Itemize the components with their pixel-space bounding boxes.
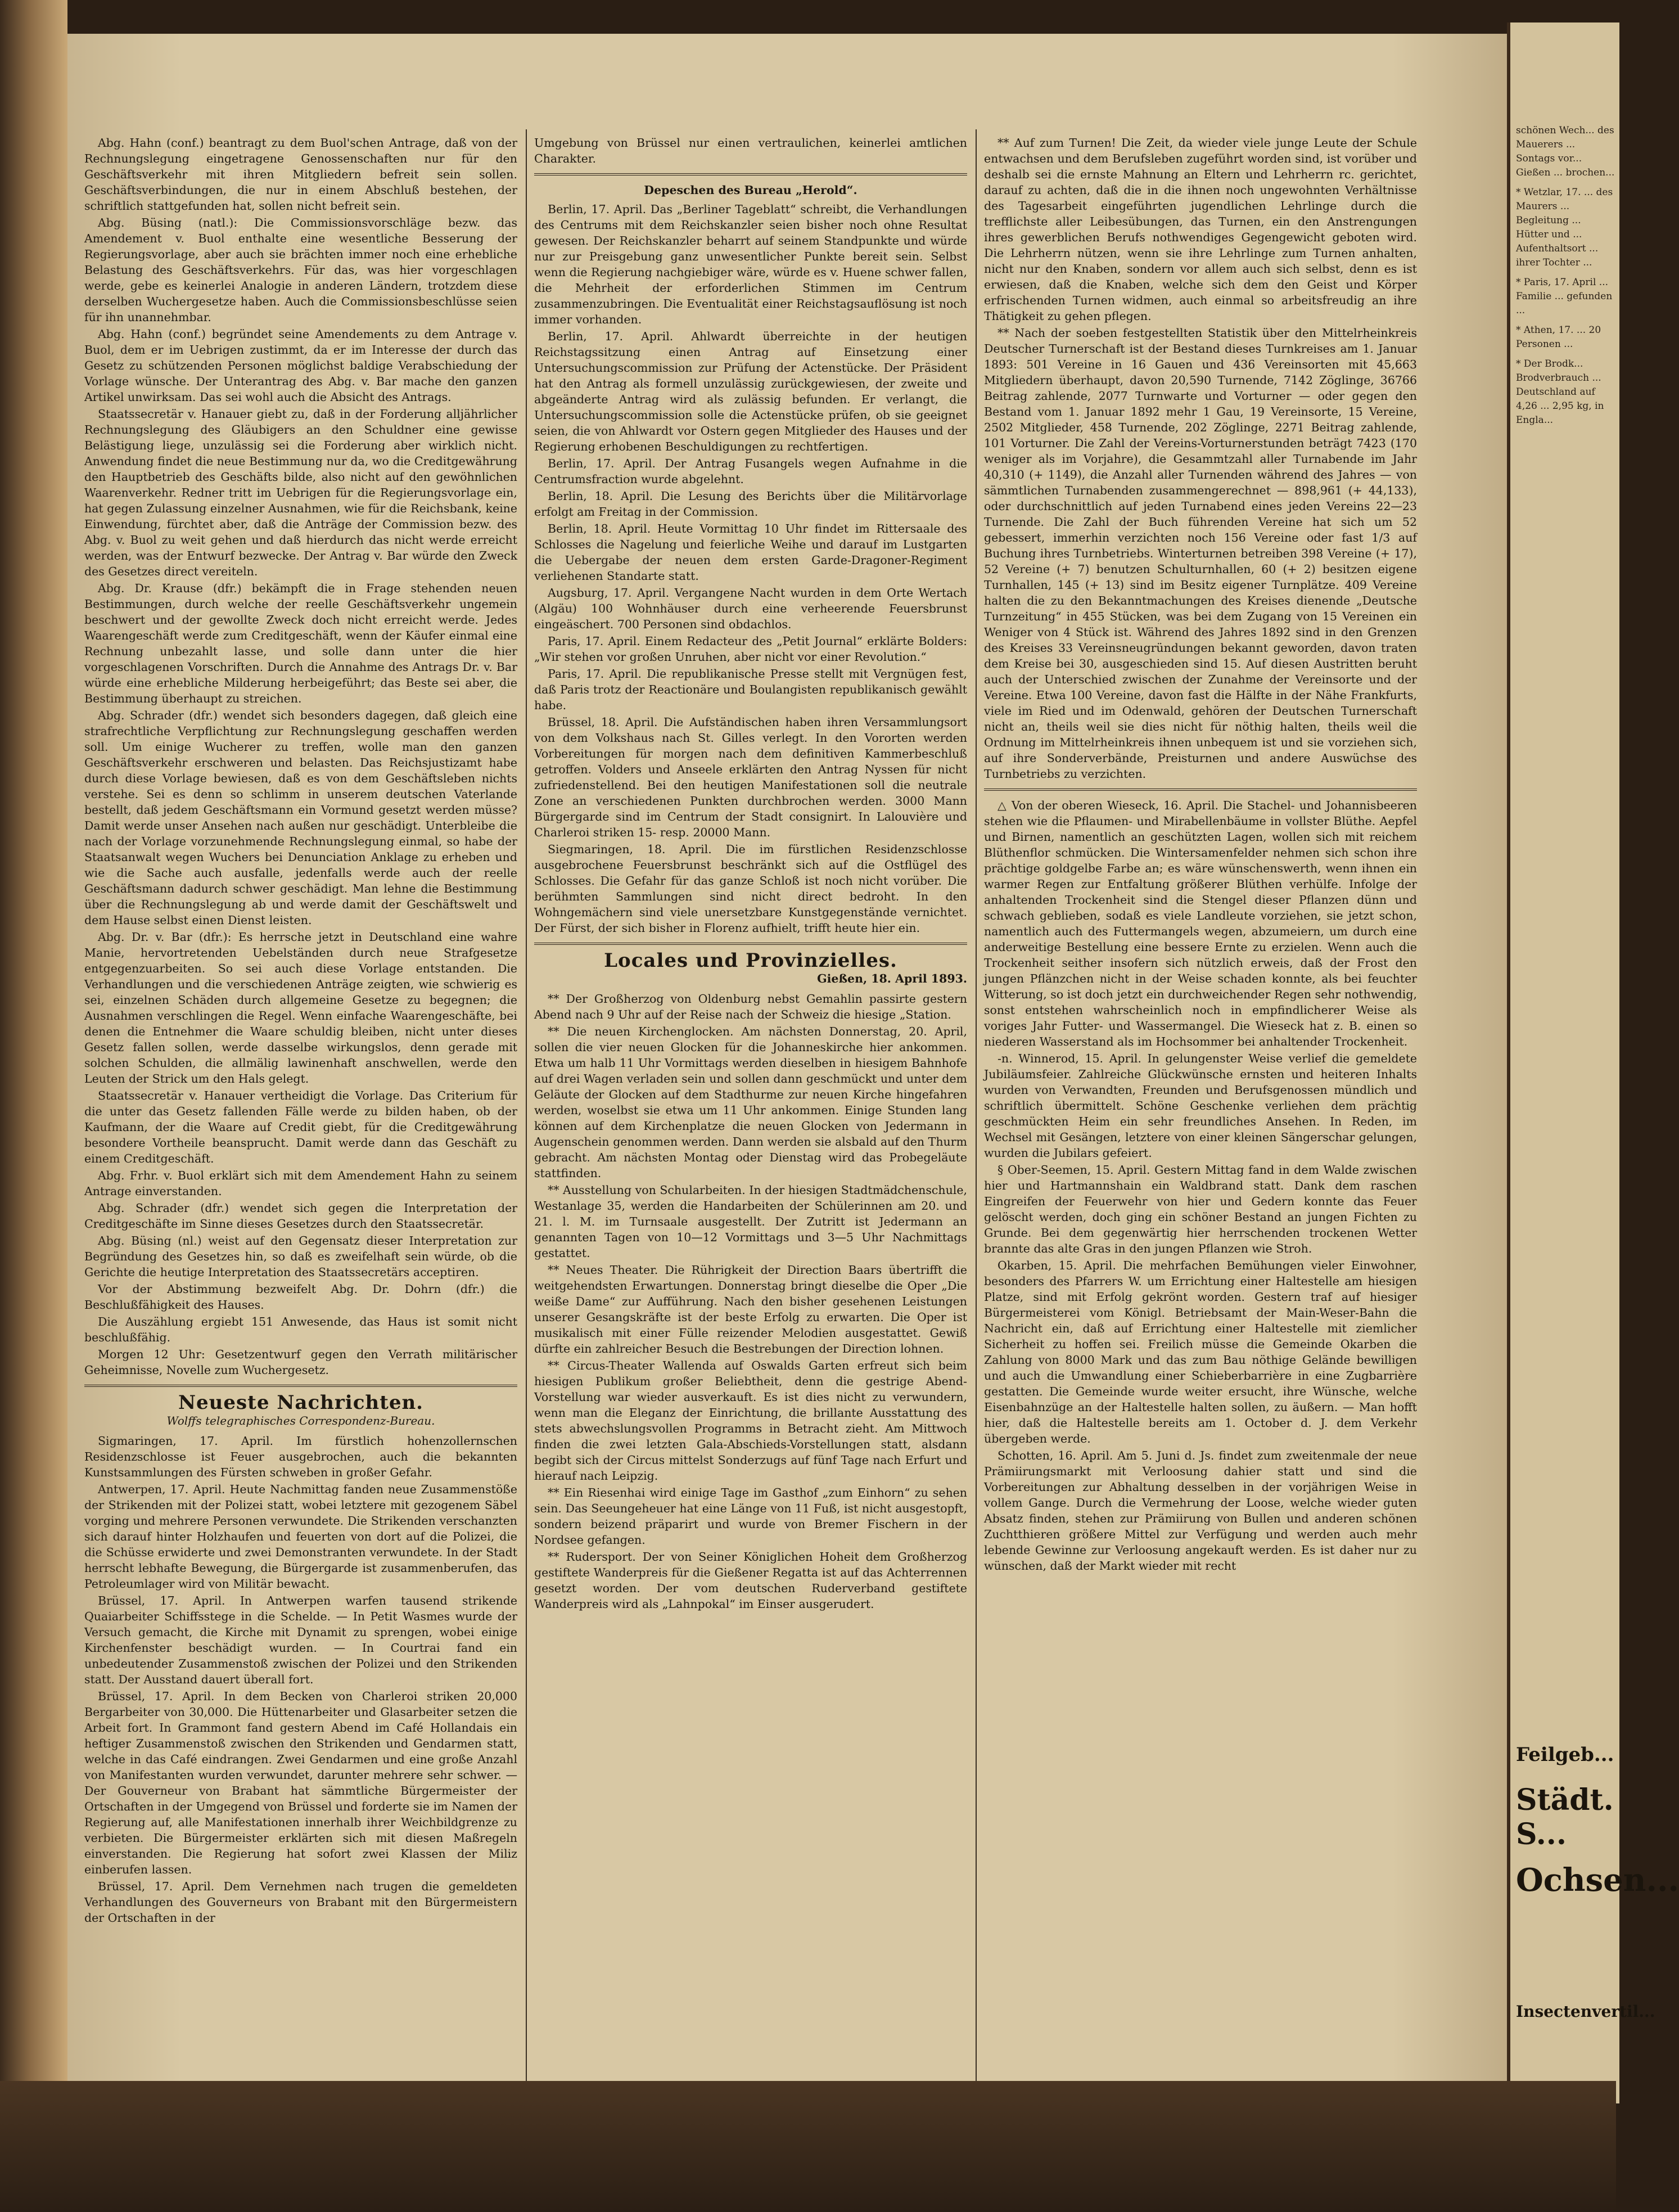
local-item: -n. Winnerod, 15. April. In gelungenster Weise verlief die gemeldete Jubiläumsfeier. Zahlreiche Glückwünsche ernsten und heiteren Inhalts wurden von Verwandten, Freunden und Berufsgenossen mündlich und schriftlich übermittelt. Schöne Geschenke verliehen dem prächtig geschmückten Heim ein sehr freundliches Ansehen. In Reden, im Wechsel mit Gesängen, letztere von einer kleinen Sängerschar gelungen, wurden die Jubilars gefeiert. <box>984 1052 1417 1160</box>
news-item: Brüssel, 17. April. In Antwerpen warfen tausend strikende Quaiarbeiter Schiffsstege in die Schelde. — In Petit Wasmes wurde der Versuch gemacht, die Kirche mit Dynamit zu sprengen, wobei einige Kirchenfenster beschädigt wurden. — In Courtrai fand ein unbedeutender Zusammenstoß zwischen der Polizei und den Strikenden statt. Der Ausstand dauert überall fort. <box>84 1594 517 1686</box>
article-paragraph: Abg. Dr. v. Bar (dfr.): Es herrsche jetzt in Deutschland eine wahre Manie, hervortretenden Uebelständen durch neue Strafgesetze entgegenzuarbeiten. So sei auch diese Vorlage entstanden. Die Verhandlungen und die verschiedenen Anträge zeigten, wie schwierig es sei, einzelnen Schäden durch allgemeine Gesetze zu begegnen; die Ausnahmen verschlingen die Regel. Wenn einfache Waarengeschäfte, bei denen die Entnehmer die Waare schuldig bleiben, nicht unter dieses Gesetz fallen sollen, werde dasselbe wirkungslos, denn gerade mit solchen Schulden, die allmälig lawinenhaft anschwellen, werde den Leuten der Strick um den Hals gelegt. <box>84 930 517 1085</box>
section-divider <box>984 789 1417 791</box>
section-divider <box>534 173 967 175</box>
article-paragraph: Abg. Dr. Krause (dfr.) bekämpft die in Frage stehenden neuen Bestimmungen, durch welche der reelle Geschäftsverkehr ungemein beschwert und der gewollte Zweck doch nicht erreicht werde. Jedes Waarengeschäft werde zum Creditgeschäft, wenn der Käufer einmal eine Rechnung unbezahlt lasse, und solle dann unter die hier vorgeschlagenen Vorschriften. Durch die Annahme des Antrags Dr. v. Bar würde eine erhebliche Milderung herbeigeführt; das Beste sei aber, die Bestimmung überhaupt zu streichen. <box>84 582 517 705</box>
fragment-text: * Paris, 17. April ... Familie ... gefunden ... <box>1516 277 1613 316</box>
dispatch-heading: Depeschen des Bureau „Herold“. <box>644 183 857 197</box>
dateline: Gießen, 18. April 1893. <box>817 972 967 985</box>
news-item: Berlin, 17. April. Ahlwardt überreichte in der heutigen Reichstagssitzung einen Antrag auf Einsetzung einer Untersuchungscommission zur Prüfung der Actenstücke. Der Präsident hat den Antrag als formell unzulässig zurückgewiesen, der zweite und abgeänderte Antrag wird als zulässig befunden. Er verlangt, die Untersuchungscommission solle die Actenstücke prüfen, ob sie geeignet seien, die von Ahlwardt vor Ostern gegen Mitglieder des Hauses und der Regierung erhobenen Beschuldigungen zu rechtfertigen. <box>534 330 967 453</box>
page-edge-shadow <box>0 2081 1616 2212</box>
ad-heading: Ochsen... <box>1516 1862 1679 1899</box>
news-item: Berlin, 17. April. Das „Berliner Tageblatt“ schreibt, die Verhandlungen des Centrums mit dem Reichskanzler seien bisher noch ohne Resultat gewesen. Der Reichskanzler beharrt auf seinem Standpunkte und würde nur zur Preisgebung ganz unwesentlicher Punkte bereit sein. Selbst wenn die Regierung nachgiebiger wäre, würde es v. Huene schwer fallen, die Mehrheit der erforderlichen Stimmen im Centrum zusammenzubringen. Die Eventualität einer Reichstagsauflösung ist noch immer vorhanden. <box>534 202 967 326</box>
article-paragraph: Abg. Schrader (dfr.) wendet sich gegen die Interpretation der Creditgeschäfte im Sinne dieses Gesetzes durch den Staatssecretär. <box>84 1201 517 1231</box>
section-subheading: Wolffs telegraphisches Correspondenz-Bureau. <box>166 1414 435 1427</box>
news-item: Umgebung von Brüssel nur einen vertraulichen, keinerlei amtlichen Charakter. <box>534 136 967 165</box>
news-item: Paris, 17. April. Die republikanische Presse stellt mit Vergnügen fest, daß Paris trotz der Reactionäre und Boulangisten republikanisch gewählt habe. <box>534 667 967 712</box>
news-item: Berlin, 18. April. Die Lesung des Berichts über die Militärvorlage erfolgt am Freitag in der Commission. <box>534 489 967 519</box>
local-item: ** Rudersport. Der von Seiner Königlichen Hoheit dem Großherzog gestiftete Wanderpreis für die Gießener Regatta ist auf das Achterrennen gesetzt worden. Der vom deutschen Ruderverband gestiftete Wanderpreis wird als „Lahnpokal“ im Einser ausgerudert. <box>534 1550 967 1611</box>
column-right <box>984 135 1417 2122</box>
local-item: Schotten, 16. April. Am 5. Juni d. Js. findet zum zweitenmale der neue Prämiirungsmarkt mit Verloosung dahier statt und sind die Vorbereitungen zur Abhaltung desselben in der vorjährigen Weise in vollem Gange. Durch die Vermehrung der Loose, welche wieder guten Absatz finden, stehen zur Prämiirung von Bullen und anderen schönen Zuchtthieren größere Mittel zur Verfügung und werden auch mehr lebende Gewinne zur Verloosung angekauft werden. Es ist daher nur zu wünschen, daß der Markt wieder mit recht <box>984 1449 1417 1573</box>
article-paragraph: Abg. Büsing (nl.) weist auf den Gegensatz dieser Interpretation zur Begründung des Gesetzes hin, so daß es zweifelhaft sein würde, ob die Gerichte die heutige Interpretation des Staatssecretärs acceptiren. <box>84 1234 517 1279</box>
news-item: Paris, 17. April. Einem Redacteur des „Petit Journal“ erklärte Bolders: „Wir stehen vor großen Unruhen, aber nicht vor einer Revolution.“ <box>534 634 967 664</box>
column-middle <box>534 135 967 2122</box>
fragment-text: * Athen, 17. ... 20 Personen ... <box>1516 325 1601 350</box>
ad-heading: Feilgeb... <box>1516 1744 1614 1766</box>
section-divider <box>84 1385 517 1387</box>
fragment-text: schönen Wech... des Mauerers ... Sontags vor... Gießen ... brochen... <box>1516 125 1615 178</box>
local-item: △ Von der oberen Wieseck, 16. April. Die Stachel- und Johannisbeeren stehen wie die Pflaumen- und Mirabellenbäume in vollster Blüthe. Aepfel und Birnen, namentlich an geschützten Lagen, wollen sich mit reichem Blüthenflor schmücken. Die Wintersamenfelder nehmen sich schon ihre prächtige goldgelbe Farbe an; es wäre wünschenswerth, wenn ihnen ein warmer Regen zur Entfaltung größerer Blüthen verhülfe. Infolge der anhaltenden Trockenheit sind die Stengel dieser Pflanzen dünn und schwach geblieben, sodaß es viele Landleute vorziehen, sie jetzt schon, namentlich auch des Futtermangels wegen, abzumeiern, um durch eine anderweitige Bestellung eine bessere Ernte zu erzielen. Wenn auch die Trockenheit seither insofern sich nützlich erweis, daß der Frost den jungen Pflänzchen nicht in der Weise schaden konnte, als bei feuchter Witterung, so ist doch jetzt ein durchweichender Regen sehr nothwendig, sonst entstehen wahrscheinlich noch in empfindlicherer Weise als voriges Jahr Futter- und Wassermangel. Die Wieseck hat z. B. einen so niederen Wasserstand als im Hochsommer bei anhaltender Trockenheit. <box>984 799 1417 1048</box>
section-heading-local: Locales und Provinzielles. <box>604 949 897 972</box>
book-binding-shadow <box>0 0 67 2212</box>
local-item: ** Nach der soeben festgestellten Statistik über den Mittelrheinkreis Deutscher Turnerschaft ist der Bestand dieses Turnkreises am 1. Januar 1893: 501 Vereine in 16 Gauen und 436 Vereinsorten mit 45,663 Mitgliedern überhaupt, davon 20,590 Turnende, 7142 Zöglinge, 36766 Beitrag zahlende, 2077 Turnwarte und Vorturner — oder gegen den Bestand vom 1. Januar 1892 mehr 1 Gau, 19 Vereinsorte, 15 Vereine, 2502 Mitglieder, 458 Turnende, 202 Zöglinge, 2271 Beitrag zahlende, 101 Vorturner. Die Zahl der Vereins-Vorturnerstunden beträgt 7423 (170 weniger als im Vorjahre), die Gesammtzahl aller Turnabende im Jahr 40,310 (+ 1149), die Anzahl aller Turnenden während des Jahres — von sämmtlichen Turnabenden zusammengerechnet — 898,961 (+ 44,133), oder durchschnittlich auf jeden Turnabend eines jeden Vereins 22—23 Turnende. Die Zahl der Buch führenden Vereine hat sich um 52 gebessert, immerhin verzichten noch 156 Vereine oder fast 1/3 auf Buchung ihres Turnbetriebs. Winterturnen betreiben 398 Vereine (+ 17), 52 Vereine (+ 7) benutzen Schulturnhallen, 60 (+ 2) besitzen eigene Turnhallen, 145 (+ 13) sind im Besitz eigener Turnplätze. 409 Vereine halten die zu den Bekanntmachungen des Kreises dienende „Deutsche Turnzeitung“ in 455 Stücken, was bei dem Zugang von 15 Vereinen ein Weniger von 4 Stück ist. Während des Jahres 1892 sind in den Grenzen des Kreises 33 Vereinsneugründungen bekannt geworden, davon traten dem Kreise bei 30, ausgeschieden sind 15. Auf diesen Austritten beruht auch der Unterschied zwischen der Zunahme der Vereinsorte und der Vereine. Etwa 100 Vereine, davon fast die Hälfte in der Nähe Frankfurts, viele im Ried und im Odenwald, gehören der Deutschen Turnerschaft nicht an, theils weil sie dies nicht für nöthig halten, theils weil die Ordnung im Mittelrheinkreis ihnen unbequem ist und sie vorziehen sich, auf ihre Sonderverbände, Preisturnen und andere Auswüchse des Turnbetriebs zu verzichten. <box>984 326 1417 781</box>
fragment-text: * Wetzlar, 17. ... des Maurers ... Begleitung ... Hütter und ... Aufenthaltsort ... ihrer Tochter ... <box>1516 187 1613 268</box>
section-divider <box>534 943 967 945</box>
column-left <box>84 135 517 2122</box>
ad-heading: Insectenvertil... <box>1516 2002 1655 2021</box>
column-rule <box>976 129 977 2122</box>
section-heading-news: Neueste Nachrichten. <box>178 1391 424 1414</box>
news-item: Brüssel, 17. April. Dem Vernehmen nach trugen die gemeldeten Verhandlungen des Gouverneurs von Brabant mit den Bürgermeistern der Ortschaften in der <box>84 1880 517 1925</box>
ad-heading: Städt. S... <box>1516 1783 1614 1851</box>
local-item: § Ober-Seemen, 15. April. Gestern Mittag fand in dem Walde zwischen hier und Hartmannshain ein Waldbrand statt. Dank dem raschen Eingreifen der Feuerwehr von hier und Gedern konnte das Feuer gelöscht werden, doch ging ein schöner Bestand an jungen Fichten zu Grunde. Bei dem gegenwärtig hier herrschenden trockenen Wetter brannte das alte Gras in den jungen Pflanzen wie Stroh. <box>984 1163 1417 1255</box>
article-paragraph: Morgen 12 Uhr: Gesetzentwurf gegen den Verrath militärischer Geheimnisse, Novelle zum Wuchergesetz. <box>84 1348 517 1377</box>
local-item: ** Die neuen Kirchenglocken. Am nächsten Donnerstag, 20. April, sollen die vier neuen Glocken für die Johanneskirche hier ankommen. Etwa um halb 11 Uhr Vormittags werden dieselben in hiesigem Bahnhofe auf drei Wagen verladen sein und sollen dann geschmückt und unter dem Geläute der Glocken auf dem Stadthurme zur neuen Kirche hingefahren werden, woselbst sie etwa um 11 Uhr ankommen. Einige Stunden lang können auf dem Kirchenplatze die neuen Glocken von Jedermann in Augenschein genommen werden. Dann werden sie alsbald auf den Thurm gebracht. Am nächsten Montag oder Dienstag wird das Probegeläute stattfinden. <box>534 1025 967 1180</box>
article-paragraph: Die Auszählung ergiebt 151 Anwesende, das Haus ist somit nicht beschlußfähig. <box>84 1315 517 1344</box>
news-item: Antwerpen, 17. April. Heute Nachmittag fanden neue Zusammenstöße der Strikenden mit der Polizei statt, wobei letztere mit gezogenem Säbel vorging und mehrere Personen verwundete. Die Strikenden verschanzten sich darauf hinter Holzhaufen und feuerten von dort auf die Polizei, die die Schüsse erwiderte und zwei Demonstranten verwundete. In der Stadt herrscht lebhafte Bewegung, die Bürgergarde ist zusammenberufen, das Petroleumlager wird von Militär bewacht. <box>84 1483 517 1591</box>
article-paragraph: Abg. Schrader (dfr.) wendet sich besonders dagegen, daß gleich eine strafrechtliche Verpflichtung zur Rechnungslegung geschaffen werden soll. Um einige Wucherer zu treffen, wolle man den ganzen Geschäftsverkehr erschweren und belasten. Das Reichsjustizamt habe durch diese Vorlage bewiesen, daß es von dem Geschäftsleben nichts verstehe. Sei es denn so schlimm in unserem deutschen Vaterlande bestellt, daß jedem Geschäftsmann ein Vormund gesetzt werden müsse? Damit werde unser Ansehen nach außen nur geschädigt. Unterbleibe die nach der Vorlage vorzunehmende Rechnungslegung einmal, so habe der Staatsanwalt wegen Wuchers bei Denunciation Anklage zu erheben und wie die Sache auch ausfalle, jedenfalls werde auch der reelle Geschäftsmann dadurch schwer geschädigt. Man lehne die Bestimmung über die Rechnungslegung ab und werde damit der Geschäftswelt und dem Hause selbst einen Dienst leisten. <box>84 709 517 927</box>
news-item: Brüssel, 18. April. Die Aufständischen haben ihren Versammlungsort von dem Volkshaus nach St. Gilles verlegt. In den Vororten werden Vorbereitungen für morgen nach dem definitiven Kammerbeschluß getroffen. Volders und Anseele erklärten den Antrag Nyssen für nicht zufriedenstellend. Bei den heutigen Manifestationen soll die neutrale Zone an verschiedenen Punkten durchbrochen werden. 3000 Mann Bürgergarde sind im Centrum der Stadt consignirt. In Lalouvière und Charleroi striken 15- resp. 20000 Mann. <box>534 715 967 839</box>
article-paragraph: Abg. Hahn (conf.) begründet seine Amendements zu dem Antrage v. Buol, dem er im Uebrigen zustimmt, da er im Interesse der durch das Gesetz zu schützenden Personen möglichst baldige Verabschiedung der Vorlage wünsche. Der Unterantrag des Abg. v. Bar mache den ganzen Artikel unwirksam. Das sei wohl auch die Absicht des Antrags. <box>84 327 517 404</box>
adjacent-page-text <box>1516 124 1615 433</box>
news-item: Berlin, 18. April. Heute Vormittag 10 Uhr findet im Rittersaale des Schlosses die Nagelung und feierliche Weihe und darauf im Lustgarten die Uebergabe der neuen dem ersten Garde-Dragoner-Regiment verliehenen Standarte statt. <box>534 522 967 583</box>
local-item: ** Ausstellung von Schularbeiten. In der hiesigen Stadtmädchenschule, Westanlage 35, werden die Handarbeiten der Schülerinnen am 20. und 21. l. M. im Turnsaale ausgestellt. Der Zutritt ist Jedermann an genannten Tagen von 10—12 Vormittags und 3—5 Uhr Nachmittags gestattet. <box>534 1183 967 1260</box>
news-item: Augsburg, 17. April. Vergangene Nacht wurden in dem Orte Wertach (Algäu) 100 Wohnhäuser durch eine verheerende Feuersbrunst eingeäschert. 700 Personen sind obdachlos. <box>534 586 967 631</box>
column-rule <box>526 129 527 2122</box>
news-item: Siegmaringen, 18. April. Die im fürstlichen Residenzschlosse ausgebrochene Feuersbrunst beschränkt sich auf die Ostflügel des Schlosses. Die Gefahr für das ganze Schloß ist noch nicht vorüber. Die berühmten Sammlungen sind nicht direct bedroht. In den Wohngemächern sind viele unersetzbare Kunstgegenstände vernichtet. Der Fürst, der sich bisher in Florenz aufhielt, trifft heute hier ein. <box>534 843 967 935</box>
article-paragraph: Vor der Abstimmung bezweifelt Abg. Dr. Dohrn (dfr.) die Beschlußfähigkeit des Hauses. <box>84 1282 517 1312</box>
news-item: Berlin, 17. April. Der Antrag Fusangels wegen Aufnahme in die Centrumsfraction wurde abgelehnt. <box>534 457 967 486</box>
local-item: ** Auf zum Turnen! Die Zeit, da wieder viele junge Leute der Schule entwachsen und dem Berufsleben zugeführt worden sind, ist vorüber und deshalb sei die ernste Mahnung an Eltern und Lehrherrn rc. gerichtet, darauf zu achten, daß die in die ihnen noch ungewohnten Verhältnisse des Tagesarbeit eingeführten jugendlichen Lehrlinge durch die trefflichste aller Leibesübungen, das Turnen, ein den Anstrengungen ihres gewerblichen Berufs nothwendiges Gegengewicht geboten wird. Die Lehrherrn nützen, wenn sie ihre Lehrlinge zum Turnen anhalten, nicht nur den Knaben, sondern vor allem auch sich selbst, denn es ist erwiesen, daß die Knaben, welche sich dem den Geist und Körper erfrischenden Turnen widmen, auch einmal so arbeitsfreudig an ihre Thätigkeit zu gehen pflegen. <box>984 136 1417 323</box>
local-item: ** Circus-Theater Wallenda auf Oswalds Garten erfreut sich beim hiesigen Publikum großer Beliebtheit, denn die gestrige Abend-Vorstellung war wieder ausverkauft. Es ist dies nicht zu verwundern, wenn man die Eleganz der Einrichtung, die brillante Ausstattung des stets abwechslungsvollen Programms in Betracht zieht. Am Mittwoch finden die zwei letzten Gala-Abschieds-Vorstellungen statt, alsdann begibt sich der Circus mittelst Sonderzugs auf fünf Tage nach Erfurt und hierauf nach Leipzig. <box>534 1359 967 1483</box>
article-paragraph: Abg. Büsing (natl.): Die Commissionsvorschläge bezw. das Amendement v. Buol enthalte eine wesentliche Besserung der Regierungsvorlage, aber auch sie brächten immer noch eine erhebliche Belastung des Geschäftsverkehrs. Für das, was hier vorgeschlagen werde, gebe es keinerlei Analogie in anderen Ländern, trotzdem diese derselben Wuchergesetze haben. Auch die Commissionsbeschlüsse seien für ihn unannehmbar. <box>84 216 517 324</box>
local-item: ** Neues Theater. Die Rührigkeit der Direction Baars übertrifft die weitgehendsten Erwartungen. Donnerstag bringt dieselbe die Oper „Die weiße Dame“ zur Aufführung. Nach den bisher gesehenen Leistungen unserer Gesangskräfte ist der beste Erfolg zu erwarten. Die Oper ist musikalisch mit einer Fülle reizender Melodien ausgestattet. Gewiß dürfte ein zahlreicher Besuch die Bestrebungen der Direction lohnen. <box>534 1263 967 1355</box>
article-paragraph: Abg. Frhr. v. Buol erklärt sich mit dem Amendement Hahn zu seinem Antrage einverstanden. <box>84 1169 517 1198</box>
local-item: Okarben, 15. April. Die mehrfachen Bemühungen vieler Einwohner, besonders des Pfarrers W. um Errichtung einer Haltestelle am hiesigen Platze, sind mit Erfolg gekrönt worden. Gestern traf auf hiesiger Bürgermeisterei vom Königl. Betriebsamt der Main-Weser-Bahn die Nachricht ein, daß auf Errichtung einer Haltestelle mit ziemlicher Sicherheit zu hoffen sei. Freilich müsse die Gemeinde Okarben die Zahlung von 8000 Mark und das zum Bau nöthige Gelände bewilligen und auch die Umwandlung einer Schieberbarrière in eine Zugbarrière gestatten. Die Gemeinde wurde weiter ersucht, ihre Wünsche, welche Eisenbahnzüge an der Haltestelle halten sollen, zu äußern. — Man hofft hier, daß die Haltestelle bereits am 1. October d. J. dem Verkehr übergeben werde. <box>984 1259 1417 1445</box>
local-item: ** Ein Riesenhai wird einige Tage im Gasthof „zum Einhorn“ zu sehen sein. Das Seeungeheuer hat eine Länge von 11 Fuß, ist nicht ausgestopft, sondern beizend präparirt und wurde von Bremer Fischern in der Nordsee gefangen. <box>534 1486 967 1547</box>
fragment-text: * Der Brodk... Brodverbrauch ... Deutschland auf 4,26 ... 2,95 kg, in Engla... <box>1516 358 1604 426</box>
news-item: Brüssel, 17. April. In dem Becken von Charleroi striken 20,000 Bergarbeiter von 30,000. Die Hüttenarbeiter und Glasarbeiter setzen die Arbeit fort. In Grammont fand gestern Abend im Café Hollandais ein heftiger Zusammenstoß zwischen den Strikenden und Gendarmen statt, welche in das Café eindrangen. Zwei Gendarmen und eine große Anzahl von Manifestanten wurden verwundet, darunter mehrere sehr schwer. — Der Gouverneur von Brabant hat sämmtliche Bürgermeister der Ortschaften in der Umgegend von Brüssel und forderte sie im Namen der Regierung auf, alle Manifestationen innerhalb ihrer Weichbildgrenze zu verbieten. Die Bürgermeister erklärten sich mit diesen Maßregeln einverstanden. Die Regierung hat sofort zwei Klassen der Miliz einberufen lassen. <box>84 1690 517 1876</box>
article-paragraph: Staatssecretär v. Hanauer giebt zu, daß in der Forderung alljährlicher Rechnungslegung des Gläubigers an den Schuldner eine gewisse Belästigung liege, unzulässig sei die Forderung aber wirklich nicht. Anwendung findet die neue Bestimmung nur da, wo die Creditgewährung den Hauptbetrieb des Geschäfts bilde, also nicht auf den gewöhnlichen Waarenverkehr. Redner tritt im Uebrigen für die Regierungsvorlage ein, hat gegen Zulassung einzelner Ausnahmen, wie für die Reichsbank, keine Einwendung, fürchtet aber, daß die Anträge der Commission bezw. des Abg. v. Buol zu weit gehen und daß hierdurch das nicht werde erreicht werden, was der Entwurf bezwecke. Der Antrag v. Bar würde den Zweck des Gesetzes direct vereiteln. <box>84 407 517 578</box>
article-paragraph: Staatssecretär v. Hanauer vertheidigt die Vorlage. Das Criterium für die unter das Gesetz fallenden Fälle werde zu bilden haben, ob der Kaufmann, der die Waare auf Credit giebt, für die Creditgewährung besondere Vortheile beansprucht. Damit werde dann das Geschäft zu einem Creditgeschäft. <box>84 1089 517 1165</box>
article-paragraph: Abg. Hahn (conf.) beantragt zu dem Buol'schen Antrage, daß von der Rechnungslegung eingetragene Genossenschaften nur für den Geschäftsverkehr mit ihren Mitgliedern befreit sein sollen. Geschäftsverbindungen, die nur in einem Abschluß bestehen, der schriftlich stattgefunden hat, sollen nicht befreit sein. <box>84 136 517 213</box>
news-item: Sigmaringen, 17. April. Im fürstlich hohenzollernschen Residenzschlosse ist Feuer ausgebrochen, auch die bekannten Kunstsammlungen des Fürsten schweben in großer Gefahr. <box>84 1434 517 1479</box>
local-item: ** Der Großherzog von Oldenburg nebst Gemahlin passirte gestern Abend nach 9 Uhr auf der Reise nach der Schweiz die hiesige „Station. <box>534 992 967 1021</box>
adjacent-page-fragment <box>1507 22 1679 2103</box>
